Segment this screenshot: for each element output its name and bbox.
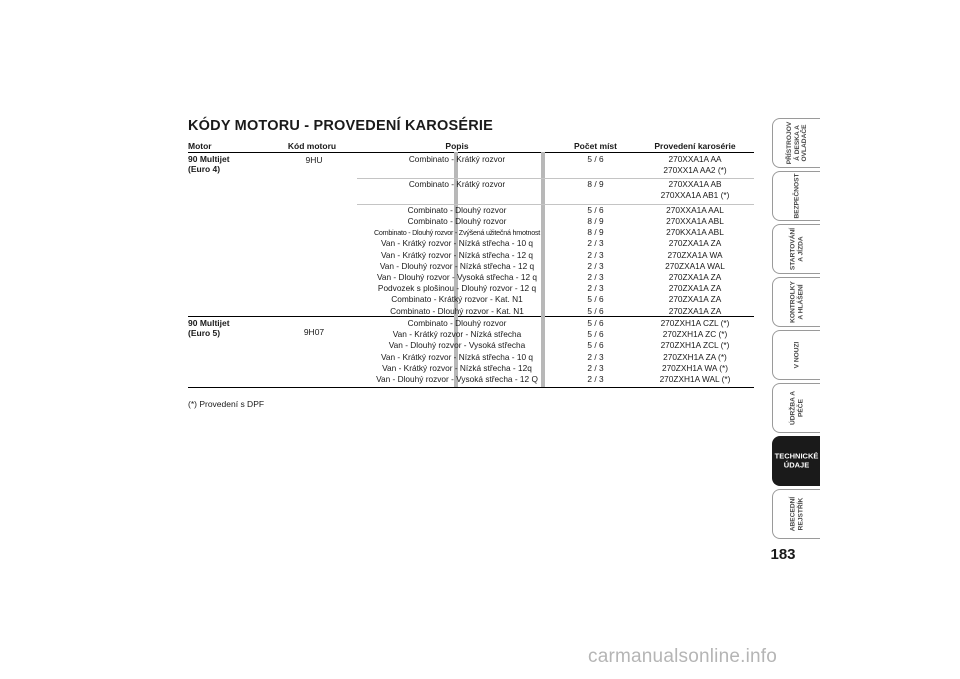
cell-provedeni: 270ZXA1A ZA (668, 272, 722, 282)
table-row (357, 340, 754, 351)
chapter-tab-label: KONTROLKY A HLÁŠENÍ (789, 281, 804, 323)
cell-popis: Combinato - Krátký rozvor (408, 154, 506, 164)
watermark: carmanualsonline.info (588, 646, 778, 667)
cell-provedeni: 270ZXH1A ZA (*) (663, 351, 727, 362)
chapter-tab[interactable] (772, 224, 820, 274)
cell-popis: Combinato - Dlouhý rozvor (407, 204, 507, 215)
cell-popis: Van - Dlouhý rozvor - Vysoká střecha - 12 q (376, 272, 537, 282)
chapter-tab[interactable] (772, 118, 820, 168)
chapter-tab[interactable] (772, 489, 820, 539)
cell-kod-motoru: 9HU (305, 155, 323, 165)
table-row (357, 374, 754, 385)
cell-pocet-mist: 8 / 9 (587, 179, 604, 190)
table-row (357, 283, 754, 294)
cell-provedeni: 270ZXH1A WA (*) (661, 362, 729, 373)
cell-pocet-mist: 2 / 3 (587, 283, 604, 294)
cell-pocet-mist: 8 / 9 (587, 216, 604, 226)
cell-popis: Van - Krátký rozvor - Nízká střecha - 10 q (380, 238, 533, 249)
table-bottom-rule (188, 387, 754, 388)
chapter-tab[interactable] (772, 436, 820, 486)
chapter-tab-label: ÚDRŽBA A PÉČE (789, 391, 804, 425)
cell-provedeni: 270ZXA1A WA (667, 249, 723, 260)
chapter-tab-label: BEZPEČNOST (792, 173, 800, 219)
cell-motor: 90 Multijet (Euro 5) (188, 318, 230, 338)
cell-popis: Van - Dlouhý rozvor - Vysoká střecha (388, 340, 526, 351)
cell-popis: Combinato - Krátký rozvor (408, 179, 506, 190)
table-row (357, 154, 754, 179)
table-row (357, 352, 754, 363)
cell-popis: Van - Krátký rozvor - Nízká střecha - 12q (382, 362, 532, 373)
cell-popis: Combinato - Dlouhý rozvor - Kat. N1 (390, 305, 524, 316)
cell-popis: Van - Krátký rozvor - Nízká střecha - 10 q (380, 351, 533, 362)
table-row (357, 261, 754, 272)
cell-pocet-mist: 2 / 3 (587, 249, 604, 260)
cell-popis: Van - Dlouhý rozvor - Vysoká střecha - 12 Q (376, 374, 538, 384)
cell-provedeni: 270KXA1A ABL (666, 227, 724, 238)
cell-popis: Combinato - Dlouhý rozvor (407, 216, 507, 226)
table-row (357, 318, 754, 329)
table-row (357, 250, 754, 261)
cell-provedeni: 270XXA1A AAL (666, 204, 724, 215)
engine-group (188, 316, 754, 387)
cell-pocet-mist: 5 / 6 (587, 204, 604, 215)
chapter-tab-label: PŘÍSTROJOV Á DESKA A OVLADAČE (785, 121, 808, 165)
cell-popis: Combinato - Dlouhý rozvor (407, 318, 507, 328)
cell-provedeni: 270ZXA1A WAL (665, 260, 725, 271)
cell-pocet-mist: 2 / 3 (587, 238, 604, 249)
chapter-tab[interactable] (772, 277, 820, 327)
table-row (357, 238, 754, 249)
chapter-tab-label: V NOUZI (792, 341, 800, 369)
footnote: (*) Provedení s DPF (188, 399, 265, 409)
chapter-tab-label: ABECEDNÍ REJSTŘÍK (789, 496, 804, 532)
engine-group (188, 152, 754, 319)
cell-pocet-mist: 5 / 6 (587, 318, 604, 328)
table-row (357, 179, 754, 204)
cell-pocet-mist: 2 / 3 (587, 362, 604, 373)
cell-popis: Van - Krátký rozvor - Nízká střecha - 12 q (380, 249, 533, 260)
cell-pocet-mist: 2 / 3 (587, 260, 604, 271)
cell-pocet-mist: 5 / 6 (587, 294, 604, 305)
cell-pocet-mist: 8 / 9 (587, 227, 604, 238)
cell-popis: Combinato - Krátký rozvor - Kat. N1 (391, 294, 523, 305)
cell-provedeni: 270ZXA1A ZA (668, 294, 722, 305)
cell-kod-motoru: 9H07 (303, 327, 325, 337)
chapter-tab[interactable] (772, 330, 820, 380)
cell-pocet-mist: 5 / 6 (587, 340, 604, 351)
table-row (357, 205, 754, 216)
cell-pocet-mist: 2 / 3 (587, 351, 604, 362)
table-row (357, 216, 754, 227)
group-top-rule (188, 316, 754, 317)
header-popis: Popis (445, 141, 469, 151)
cell-popis: Combinato - Dlouhý rozvor - Zvýšená užitečná hmotnost (373, 228, 541, 238)
chapter-tab[interactable] (772, 171, 820, 221)
cell-pocet-mist: 5 / 6 (587, 154, 604, 164)
chapter-tab-label: STARTOVÁNÍ A JÍZDA (789, 227, 804, 271)
cell-provedeni: 270ZXH1A ZCL (*) (660, 340, 730, 351)
cell-motor: 90 Multijet (Euro 4) (188, 154, 230, 174)
table-row (357, 272, 754, 283)
chapter-tab-label: TECHNICKÉ ÚDAJE (774, 451, 819, 469)
cell-pocet-mist: 2 / 3 (587, 374, 604, 384)
cell-pocet-mist: 5 / 6 (587, 305, 604, 316)
header-provedeni: Provedení karosérie (654, 141, 736, 151)
cell-pocet-mist: 5 / 6 (587, 329, 604, 340)
page-number: 183 (770, 546, 796, 563)
header-pocet-mist: Počet míst (574, 141, 617, 151)
page-title: KÓDY MOTORU - PROVEDENÍ KAROSÉRIE (188, 118, 493, 134)
table-row (357, 363, 754, 374)
table-row (357, 294, 754, 305)
cell-provedeni: 270ZXA1A ZA (668, 305, 722, 316)
cell-provedeni: 270XXA1A AA 270XX1A AA2 (*) (663, 154, 727, 175)
table-row (357, 329, 754, 340)
cell-popis: Podvozek s plošinou - Dlouhý rozvor - 12 q (377, 283, 537, 294)
table-row (357, 227, 754, 238)
cell-provedeni: 270ZXA1A ZA (668, 238, 722, 249)
chapter-tab[interactable] (772, 383, 820, 433)
cell-popis: Van - Dlouhý rozvor - Nízká střecha - 12 q (379, 260, 535, 271)
cell-provedeni: 270ZXH1A WAL (*) (659, 374, 731, 384)
cell-provedeni: 270ZXH1A CZL (*) (660, 318, 730, 328)
cell-provedeni: 270ZXA1A ZA (668, 283, 722, 294)
cell-popis: Van - Krátký rozvor - Nízká střecha (392, 329, 522, 340)
cell-pocet-mist: 2 / 3 (587, 272, 604, 282)
cell-provedeni: 270XXA1A ABL (666, 216, 724, 226)
header-kod-motoru: Kód motoru (287, 141, 337, 151)
header-motor: Motor (188, 141, 212, 151)
group-top-rule (188, 152, 754, 153)
cell-provedeni: 270ZXH1A ZC (*) (662, 329, 728, 340)
cell-provedeni: 270XXA1A AB 270XXA1A AB1 (*) (660, 179, 730, 201)
